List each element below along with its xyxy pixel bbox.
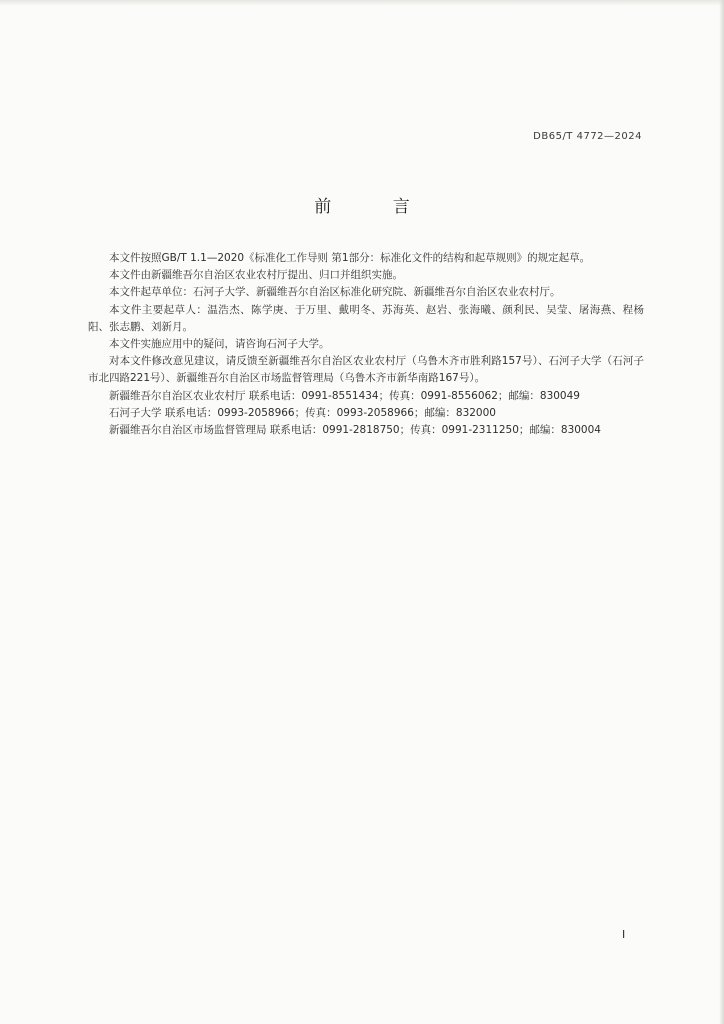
paragraph-drafting-rule: 本文件按照GB/T 1.1—2020《标准化工作导则 第1部分：标准化文件的结构和起草规则》的规定起草。 (109, 252, 591, 264)
page-title: 前 言 (314, 197, 438, 217)
paragraph-proposer: 本文件由新疆维吾尔自治区农业农村厅提出、归口并组织实施。 (109, 269, 403, 282)
paragraph-inquiry: 本文件实施应用中的疑问，请咨询石河子大学。 (109, 338, 330, 351)
contact-line-agriculture-dept: 新疆维吾尔自治区农业农村厅 联系电话：0991-8551434；传真：0991-8556062；邮编：830049 (109, 389, 580, 402)
paragraph-drafters: 本文件主要起草人：温浩杰、陈学庚、于万里、戴明冬、苏海英、赵岩、张海曦、颜利民、吴莹、屠海燕、程杨阳、张志鹏、刘新月。 (88, 303, 644, 333)
paragraph-drafting-units: 本文件起草单位：石河子大学、新疆维吾尔自治区标准化研究院、新疆维吾尔自治区农业农村厅。 (109, 286, 561, 299)
page-number: I (622, 928, 626, 941)
scan-edge-top (0, 0, 724, 6)
contact-line-shihezi-university: 石河子大学 联系电话：0993-2058966；传真：0993-2058966；邮编：832000 (109, 406, 496, 419)
contact-line-market-supervision: 新疆维吾尔自治区市场监督管理局 联系电话：0991-2818750；传真：0991-2311250；邮编：830004 (109, 424, 601, 437)
paragraph-feedback: 对本文件修改意见建议，请反馈至新疆维吾尔自治区农业农村厅（乌鲁木齐市胜利路157号）、石河子大学（石河子市北四路221号）、新疆维吾尔自治区市场监督管理局（乌鲁木齐市新华南路167号）。 (88, 355, 644, 385)
foreword-body (88, 250, 644, 439)
document-code: DB65/T 4772—2024 (533, 131, 642, 142)
scan-edge-right (719, 0, 724, 1024)
